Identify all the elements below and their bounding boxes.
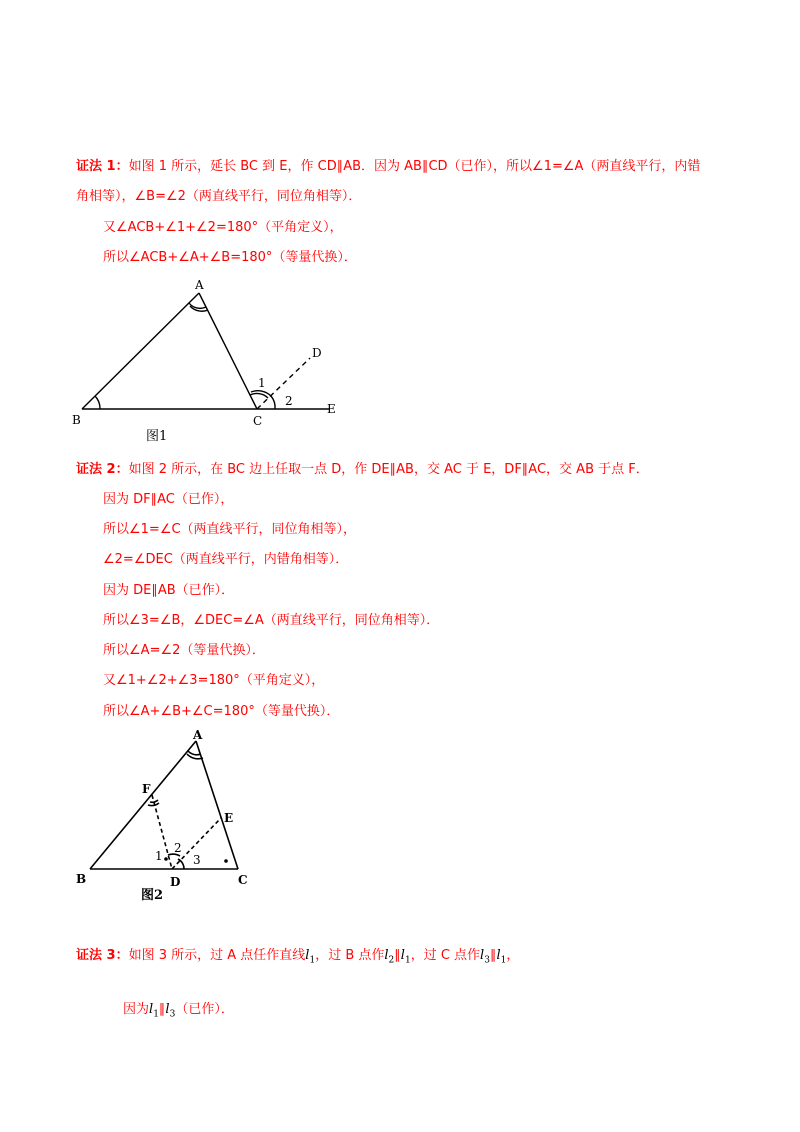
angle-1-arc2	[251, 391, 271, 396]
angle-1-arc1	[250, 393, 268, 398]
proof2-text: 如图 2 所示，在 BC 边上任取一点 D，作 DE∥AB，交 AC 于 E，DF∥AC，交 AB 于点 F．	[128, 462, 649, 477]
fig2-caption: 图2	[141, 888, 164, 903]
proof1-lead: 证法 1：	[76, 159, 129, 174]
angle-a-arc1	[189, 303, 206, 308]
angle-3-arc	[178, 859, 184, 869]
angle-f-arc2	[148, 803, 159, 806]
math-l1: $l_1$	[305, 948, 316, 966]
proof2-line-5: 所以∠3=∠B，∠DEC=∠A（两直线平行，同位角相等）．	[103, 613, 440, 628]
proof3-line1	[76, 945, 519, 972]
fig1-label-b: B	[72, 413, 81, 427]
fig1-label-e: E	[327, 402, 336, 416]
proof1-line2: 角相等），∠B=∠2（两直线平行，同位角相等）．	[76, 189, 362, 204]
proof3-text-6: ，	[506, 948, 520, 963]
proof3-text-4: ，过 C 点作	[410, 948, 481, 963]
line-de	[172, 818, 221, 869]
proof1-line4: 所以∠ACB+∠A+∠B=180°（等量代换）．	[103, 250, 357, 265]
fig1-label-d: D	[312, 346, 322, 360]
proof3-lead: 证法 3：	[76, 948, 129, 963]
line-ac	[199, 293, 257, 409]
proof2-line-6: 所以∠A=∠2（等量代换）．	[103, 643, 265, 658]
math-l2: $l_2$	[384, 948, 395, 966]
math-l1d: $l_1$	[149, 1002, 159, 1020]
proof3-because: 因为	[123, 1002, 150, 1017]
proof2-line-2: 所以∠1=∠C（两直线平行，同位角相等），	[103, 522, 357, 537]
proof2-lead: 证法 2：	[76, 462, 129, 477]
fig1-label-c: C	[253, 414, 263, 428]
fig2-angle-3: 3	[193, 853, 201, 867]
fig2-label-d: D	[170, 875, 181, 889]
line-ac	[196, 741, 238, 869]
angle-a-arc2	[190, 306, 208, 311]
proof2-line-4: 因为 DE∥AB（已作）．	[103, 583, 235, 598]
proof3-text-5: ∥	[489, 948, 497, 963]
fig2-label-b: B	[76, 872, 87, 886]
proof2-line-8: 所以∠A+∠B+∠C=180°（等量代换）．	[103, 704, 340, 719]
proof3-text-3: ∥	[394, 948, 401, 963]
angle-2-arc	[271, 396, 275, 409]
fig1-angle-2: 2	[285, 394, 293, 408]
fig2-label-f: F	[142, 782, 151, 796]
line-df	[152, 795, 172, 869]
line-ab	[90, 741, 196, 869]
proof3-par: ∥	[158, 1002, 166, 1017]
fig2-label-e: E	[224, 811, 234, 825]
angle-a-arc2	[187, 754, 203, 759]
angle-b-arc	[95, 396, 100, 409]
proof1-line1	[76, 159, 700, 175]
proof2-line-1: 因为 DF∥AC（已作），	[103, 492, 234, 507]
proof3-text-2: ，过 B 点作	[315, 948, 385, 963]
math-l1c: $l_1$	[496, 948, 507, 966]
proof2-line-3: ∠2=∠DEC（两直线平行，内错角相等）．	[103, 552, 349, 567]
proof2-line1	[76, 462, 649, 478]
proof2-line-7: 又∠1+∠2+∠3=180°（平角定义），	[103, 673, 325, 688]
proof3-line2	[123, 999, 234, 1026]
proof3-text-1: 如图 3 所示，过 A 点任作直线	[128, 948, 306, 963]
angle-c-dot	[224, 859, 228, 863]
fig2-label-c: C	[238, 873, 248, 887]
proof1-line3: 又∠ACB+∠1+∠2=180°（平角定义），	[103, 220, 343, 235]
fig1-label-a: A	[195, 278, 204, 292]
math-l1b: $l_1$	[400, 948, 411, 966]
fig2-label-a: A	[193, 728, 203, 742]
line-cd	[257, 358, 310, 409]
angle-2-arc	[168, 854, 180, 856]
angle-a-arc1	[188, 751, 201, 755]
math-l3b: $l_3$	[165, 1002, 176, 1020]
fig2-angle-1: 1	[155, 849, 163, 863]
angle-f-arc1	[150, 800, 158, 802]
fig2-angle-2: 2	[174, 841, 182, 855]
angle-1-dot	[164, 857, 168, 861]
proof3-tail: （已作）．	[175, 1002, 234, 1017]
math-l3: $l_3$	[480, 948, 490, 966]
line-ab	[82, 293, 199, 409]
proof1-text: 如图 1 所示，延长 BC 到 E，作 CD∥AB．因为 AB∥CD（已作），所以∠1=∠A（两直线平行，内错	[128, 159, 701, 174]
fig1-caption: 图1	[146, 429, 168, 444]
fig1-angle-1: 1	[258, 376, 266, 390]
